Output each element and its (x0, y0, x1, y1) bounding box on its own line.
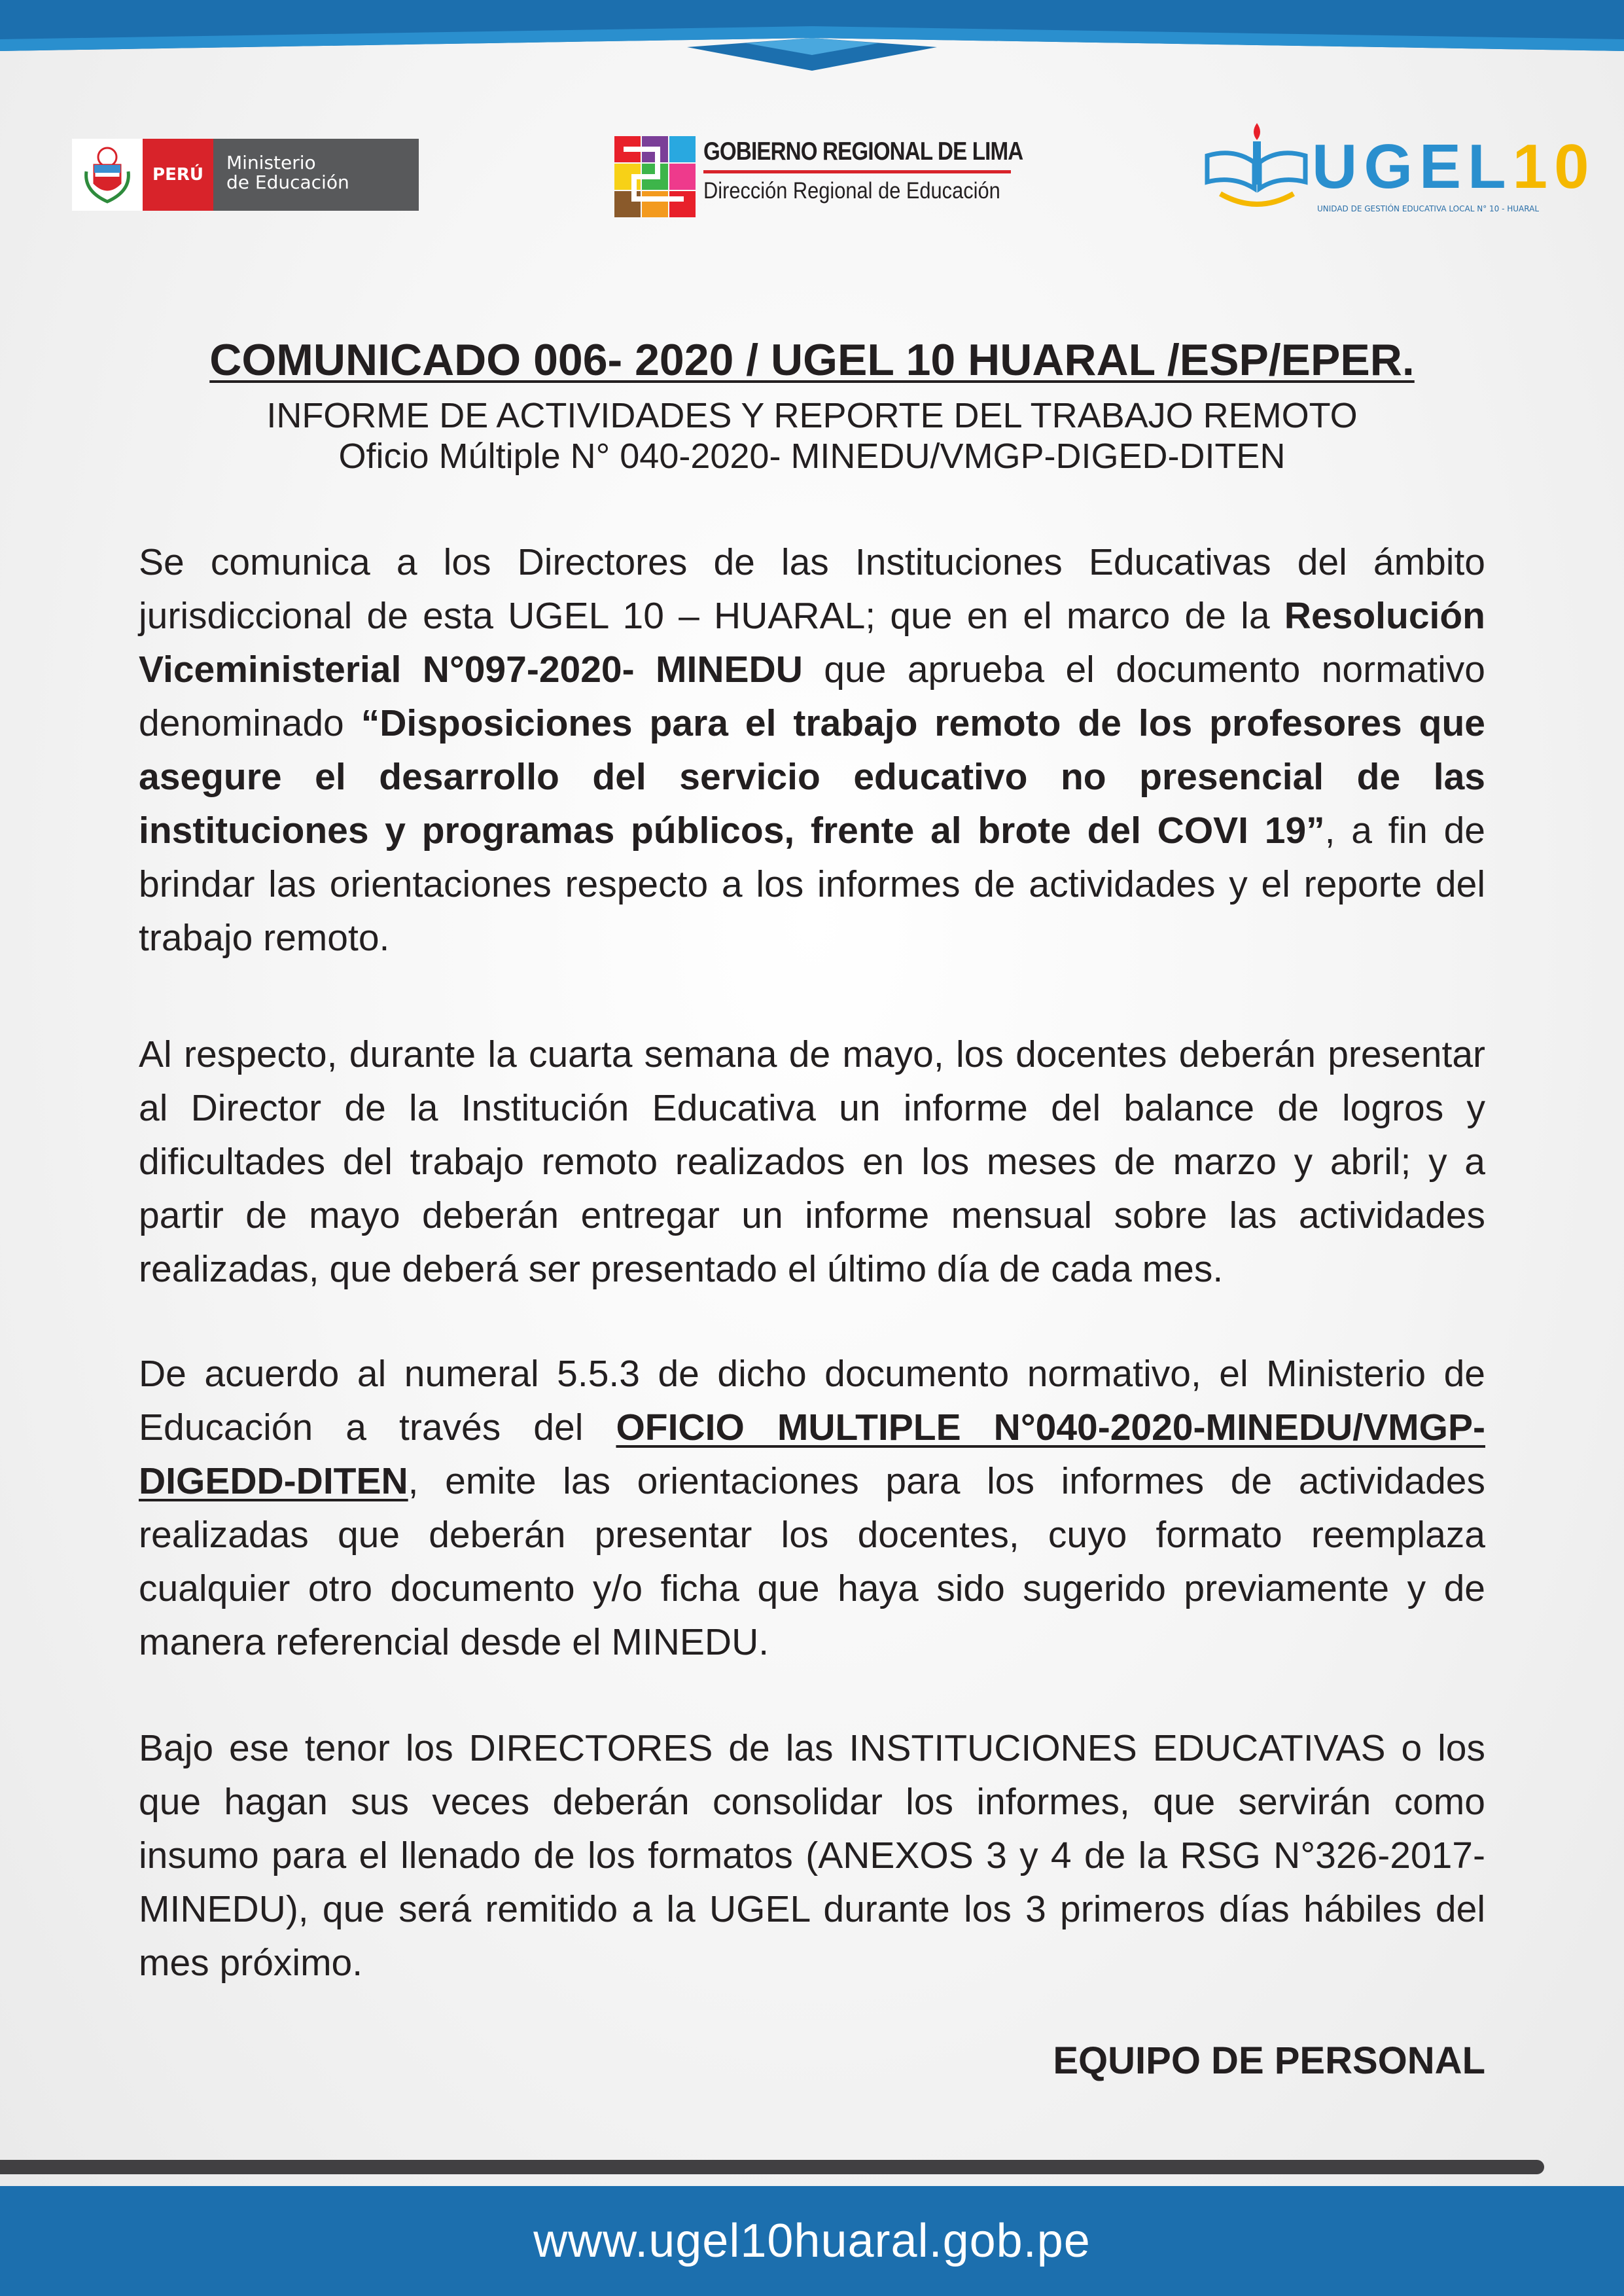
gobierno-regional-logo (612, 131, 1023, 223)
footer-divider (0, 2160, 1544, 2174)
peru-label: PERÚ (143, 139, 213, 211)
gobierno-regional-subtitle: Dirección Regional de Educación (703, 178, 1000, 204)
document-subtitle-block (139, 395, 1485, 476)
document-title-block (139, 334, 1485, 386)
ugel-tagline: UNIDAD DE GESTIÓN EDUCATIVA LOCAL N° 10 - HUARAL (1317, 204, 1539, 213)
top-banner (0, 0, 1624, 79)
subtitle-line-1: INFORME DE ACTIVIDADES Y REPORTE DEL TRABAJO REMOTO (266, 396, 1358, 435)
ministry-label (213, 139, 419, 211)
p1-text-a: Se comunica a los Directores de las Instituciones Educativas del ámbito jurisdiccional de esta UGEL 10 – HUARAL; que en el marco de la (139, 541, 1485, 637)
subtitle-line-2: Oficio Múltiple N° 040-2020- MINEDU/VMGP-DIGED-DITEN (338, 437, 1286, 476)
open-book-torch-icon (1201, 117, 1312, 221)
p1-text-c: que aprueba el documento normativo denominado (139, 649, 1485, 744)
p1-disposiciones: “Disposiciones para el trabajo remoto de los profesores que asegure el desarrollo del servicio educativo no presencial de las instituciones y programas públicos, frente al brote del COVI 19” (139, 702, 1486, 852)
paragraph-4: Bajo ese tenor los DIRECTORES de las INSTITUCIONES EDUCATIVAS o los que hagan sus veces deberán consolidar los informes, que servirán como insumo para el llenado de los formatos (ANEXOS 3 y 4 de la RSG N°326-2017-MINEDU), que será remitido a la UGEL durante los 3 primeros días hábiles del mes próximo. (139, 1727, 1485, 1984)
logos-row (0, 111, 1624, 229)
document-title: COMUNICADO 006- 2020 / UGEL 10 HUARAL /ESP/EPER. (209, 335, 1415, 385)
ugel-number: 10 (1512, 132, 1596, 202)
p1-text-e: , a fin de brindar las orientaciones respecto a los informes de actividades y el reporte del trabajo remoto. (139, 810, 1485, 959)
paragraph-3 (139, 1347, 1485, 1669)
p3-oficio-multiple: OFICIO MULTIPLE N°040-2020-MINEDU/VMGP-DIGEDD-DITEN (139, 1407, 1485, 1502)
footer-bar (0, 2186, 1624, 2296)
paragraph-1 (139, 535, 1485, 965)
p3-text-a: De acuerdo al numeral 5.5.3 de dicho documento normativo, el Ministerio de Educación a través del (139, 1353, 1485, 1448)
p1-resolution: Resolución Viceministerial N°097-2020- MINEDU (139, 595, 1485, 691)
ugel-wordmark (1312, 131, 1595, 203)
ministry-line-1: Ministerio (226, 152, 316, 173)
ministry-line-2: de Educación (226, 171, 349, 193)
paragraph-2: Al respecto, durante la cuarta semana de mayo, los docentes deberán presentar al Director de la Institución Educativa un informe del balance de logros y dificultades del trabajo remoto realizados en los meses de marzo y abril; y a partir de mayo deberán entregar un informe mensual sobre las actividades realizadas, que deberá ser presentado el último día de cada mes. (139, 1033, 1485, 1290)
footer-url: www.ugel10huaral.gob.pe (533, 2215, 1091, 2267)
signature: EQUIPO DE PERSONAL (1053, 2039, 1485, 2082)
p3-text-c: , emite las orientaciones para los informes de actividades realizadas que deberán presentar los docentes, cuyo formato reemplaza cualquier otro documento y/o ficha que haya sido sugerido previamente y de manera referencial desde el MINEDU. (139, 1460, 1485, 1663)
peru-coat-of-arms-icon (72, 139, 143, 211)
ugel-word: UGEL (1312, 132, 1513, 202)
ugel10-logo (1201, 111, 1596, 223)
gobierno-regional-title: GOBIERNO REGIONAL DE LIMA (703, 137, 1023, 166)
minedu-logo (72, 139, 419, 211)
gobierno-divider (703, 170, 1011, 173)
gobierno-regional-emblem-icon (612, 134, 698, 220)
